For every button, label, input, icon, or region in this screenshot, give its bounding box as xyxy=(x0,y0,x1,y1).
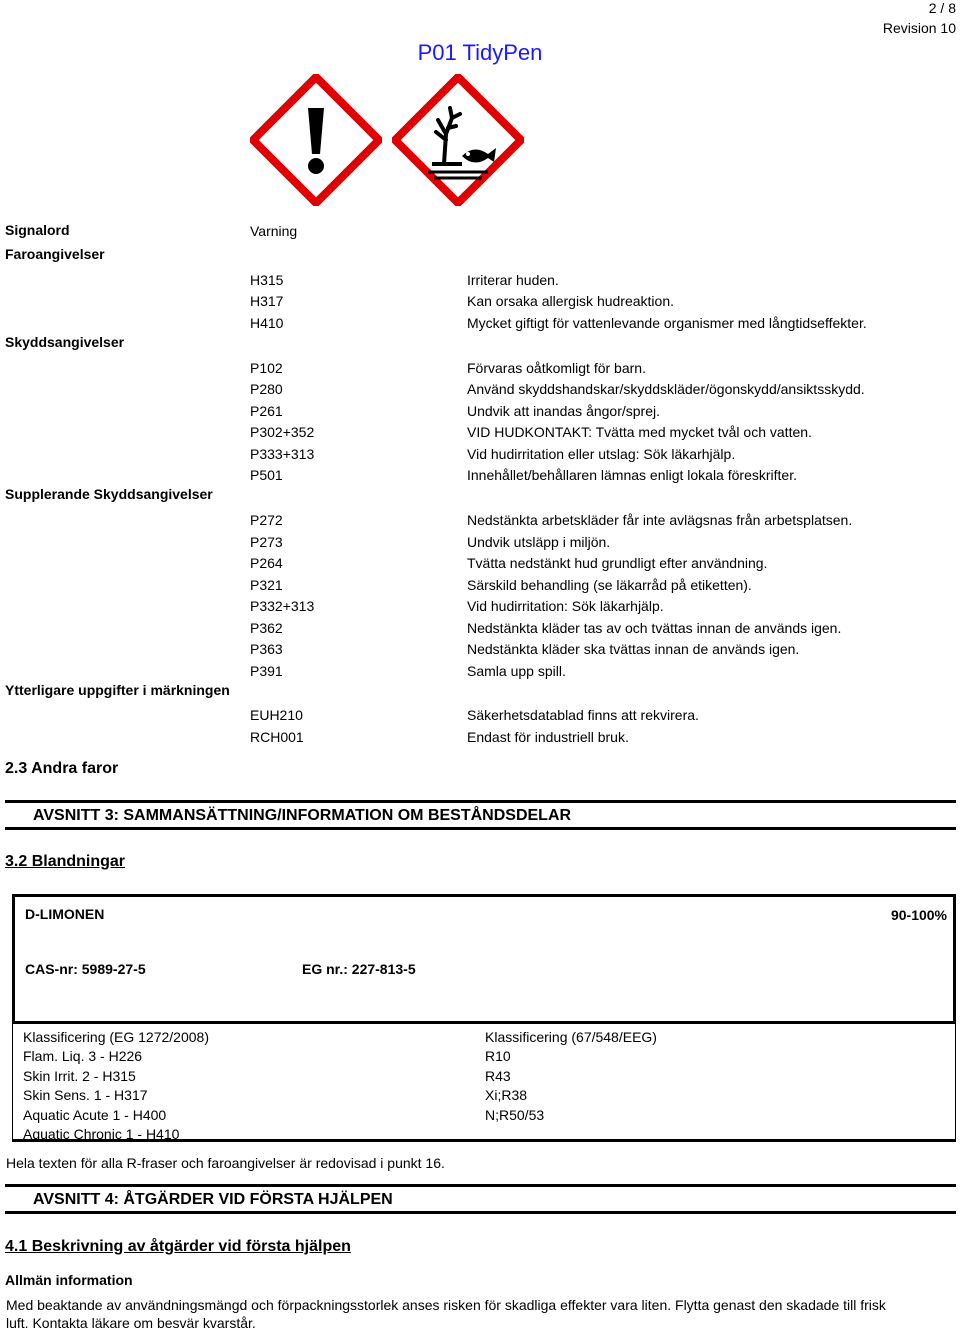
precaution-text: Undvik att inandas ångor/sprej. xyxy=(467,403,660,419)
general-info-label: Allmän information xyxy=(5,1272,133,1288)
precaution-code: P501 xyxy=(250,467,283,483)
precaution-text: Vid hudirritation eller utslag: Sök läkarhjälp. xyxy=(467,446,736,462)
clp-item: Aquatic Acute 1 - H400 xyxy=(23,1106,167,1123)
additional-code: EUH210 xyxy=(250,707,303,723)
section-4-title: AVSNITT 4: ÅTGÄRDER VID FÖRSTA HJÄLPEN xyxy=(33,1191,393,1208)
precautionary-statements-label: Skyddsangivelser xyxy=(5,334,125,350)
other-hazards-heading: 2.3 Andra faror xyxy=(5,760,119,777)
supplementary-code: P391 xyxy=(250,663,283,679)
ec-number: EG nr.: 227-813-5 xyxy=(302,961,416,977)
product-title: P01 TidyPen xyxy=(417,40,543,65)
signal-word-label: Signalord xyxy=(5,222,70,238)
general-info-text: Med beaktande av användningsmängd och förpackningsstorlek anses risken för skadliga effekter vara liten. Flytta genast den skadade till frisk luft. Kontakta läkare om besvär kvarstår. xyxy=(6,1297,886,1331)
precaution-code: P333+313 xyxy=(250,446,315,462)
clp-item: Aquatic Chronic 1 - H410 xyxy=(23,1126,180,1143)
precaution-text: Förvaras oåtkomligt för barn. xyxy=(467,360,646,376)
hazard-code: H410 xyxy=(250,315,284,331)
supplementary-text: Särskild behandling (se läkarråd på etiketten). xyxy=(467,577,752,593)
supplementary-text: Vid hudirritation: Sök läkarhjälp. xyxy=(467,598,664,614)
hazard-text: Kan orsaka allergisk hudreaktion. xyxy=(467,293,675,309)
exclamation-mark-icon xyxy=(250,74,382,206)
section-3-title: AVSNITT 3: SAMMANSÄTTNING/INFORMATION OM BESTÅNDSDELAR xyxy=(33,807,572,824)
supplementary-text: Samla upp spill. xyxy=(467,663,566,679)
first-aid-heading: 4.1 Beskrivning av åtgärder vid första hjälpen xyxy=(5,1238,351,1255)
precaution-text: VID HUDKONTAKT: Tvätta med mycket tvål och vatten. xyxy=(467,424,812,440)
precaution-code: P102 xyxy=(250,360,283,376)
signal-word-value: Varning xyxy=(250,223,298,239)
hazard-text: Mycket giftigt för vattenlevande organismer med långtidseffekter. xyxy=(467,315,867,331)
precaution-code: P302+352 xyxy=(250,424,315,440)
supplementary-text: Undvik utsläpp i miljön. xyxy=(467,534,611,550)
clp-classification xyxy=(23,1028,209,1144)
dsd-header: Klassificering (67/548/EEG) xyxy=(485,1029,657,1045)
additional-text: Säkerhetsdatablad finns att rekvirera. xyxy=(467,707,699,723)
dsd-item: Xi;R38 xyxy=(485,1087,528,1104)
dsd-item: R43 xyxy=(485,1067,511,1084)
supplementary-code: P273 xyxy=(250,534,283,550)
hazard-text: Irriterar huden. xyxy=(467,272,559,288)
hazard-code: H317 xyxy=(250,293,284,309)
precaution-code: P280 xyxy=(250,381,283,397)
mixtures-heading: 3.2 Blandningar xyxy=(5,853,126,870)
ingredient-box xyxy=(12,894,956,1024)
supplementary-code: P264 xyxy=(250,555,283,571)
supplementary-code: P332+313 xyxy=(250,598,315,614)
supplementary-text: Tvätta nedstänkt hud grundligt efter användning. xyxy=(467,555,768,571)
precaution-text: Använd skyddshandskar/skyddskläder/ögonskydd/ansiktsskydd. xyxy=(467,381,865,397)
ingredient-name: D-LIMONEN xyxy=(25,906,105,922)
dsd-item: N;R50/53 xyxy=(485,1106,545,1123)
clp-header: Klassificering (EG 1272/2008) xyxy=(23,1029,209,1045)
clp-item: Skin Sens. 1 - H317 xyxy=(23,1087,148,1104)
additional-info-label: Ytterligare uppgifter i märkningen xyxy=(5,682,230,698)
clp-item: Skin Irrit. 2 - H315 xyxy=(23,1067,136,1084)
clp-item: Flam. Liq. 3 - H226 xyxy=(23,1048,143,1065)
full-text-footnote: Hela texten för alla R-fraser och faroangivelser är redovisad i punkt 16. xyxy=(6,1155,445,1171)
precaution-code: P261 xyxy=(250,403,283,419)
supplementary-statements-label: Supplerande Skyddsangivelser xyxy=(5,486,213,502)
precaution-text: Innehållet/behållaren lämnas enligt lokala föreskrifter. xyxy=(467,467,797,483)
hazard-statements-label: Faroangivelser xyxy=(5,246,105,262)
environment-hazard-icon xyxy=(392,74,524,206)
hazard-code: H315 xyxy=(250,272,284,288)
additional-code: RCH001 xyxy=(250,729,304,745)
supplementary-code: P272 xyxy=(250,512,283,528)
supplementary-code: P321 xyxy=(250,577,283,593)
page-indicator: 2 / 8 xyxy=(928,0,956,16)
ingredient-concentration: 90-100% xyxy=(890,907,947,923)
supplementary-text: Nedstänkta arbetskläder får inte avlägsnas från arbetsplatsen. xyxy=(467,512,853,528)
classification-box xyxy=(12,1022,956,1142)
section-3-header xyxy=(5,800,956,830)
supplementary-code: P362 xyxy=(250,620,283,636)
supplementary-text: Nedstänkta kläder tas av och tvättas innan de används igen. xyxy=(467,620,842,636)
additional-text: Endast för industriell bruk. xyxy=(467,729,629,745)
supplementary-text: Nedstänkta kläder ska tvättas innan de används igen. xyxy=(467,641,800,657)
dsd-item: R10 xyxy=(485,1048,511,1065)
dsd-classification xyxy=(485,1028,657,1125)
supplementary-code: P363 xyxy=(250,641,283,657)
section-4-header xyxy=(5,1184,956,1214)
revision-label: Revision 10 xyxy=(882,20,956,36)
cas-number: CAS-nr: 5989-27-5 xyxy=(25,961,146,977)
